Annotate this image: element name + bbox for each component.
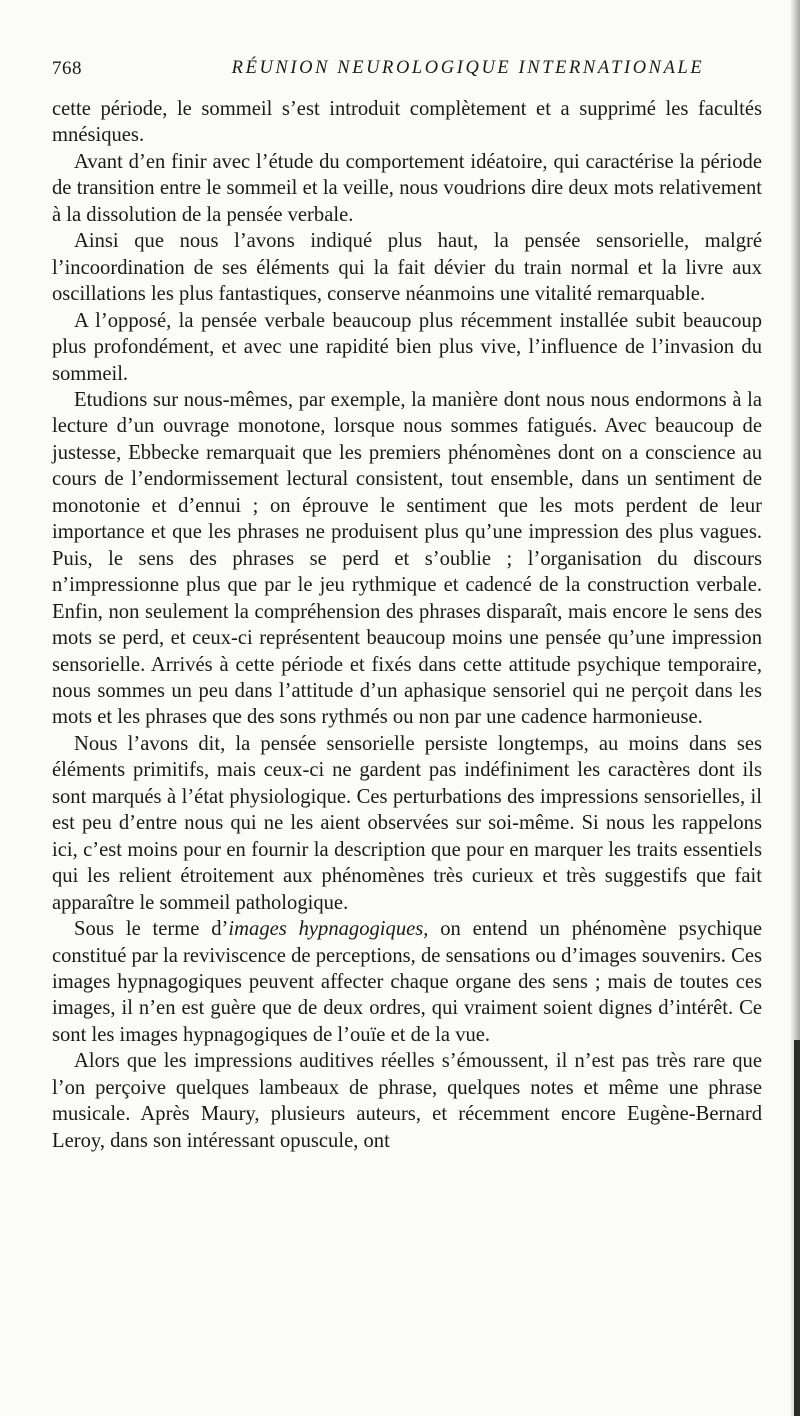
paragraph-4: A l’opposé, la pensée verbale beaucoup plus récemment installée subit beaucoup plus profondément, et avec une rapidité bien plus vive, l’influence de l’invasion du sommeil. — [52, 309, 762, 385]
paragraph-2: Avant d’en finir avec l’étude du comportement idéatoire, qui caractérise la période de transition entre le sommeil et la veille, nous voudrions dire deux mots relativement à la dissolution de la pensée verbale. — [52, 150, 762, 226]
paragraph-7-lead: Sous le terme d’ — [74, 918, 229, 941]
paragraph-3: Ainsi que nous l’avons indiqué plus haut, la pensée sensorielle, malgré l’incoordination de ses éléments qui la fait dévier du train normal et la livre aux oscillations les plus fantastiques, conserve néanmoins une vitalité remarquable. — [52, 230, 762, 306]
paragraph-1: cette période, le sommeil s’est introduit complètement et a supprimé les facultés mnésiques. — [52, 98, 762, 147]
body-text — [52, 96, 762, 1154]
running-head: RÉUNION NEUROLOGIQUE INTERNATIONALE — [231, 58, 705, 78]
paragraph-8: Alors que les impressions auditives réelles s’émoussent, il n’est pas très rare que l’on perçoive quelques lambeaux de phrase, quelques notes et même une phrase musicale. Après Maury, plusieurs auteurs, et récemment encore Eugène-Bernard Leroy, dans son intéressant opuscule, ont — [52, 1050, 762, 1152]
paragraph-7-rest: on entend un phénomène psychique constitué par la reviviscence de perceptions, de sensations ou d’images souvenirs. Ces images hypnagogiques peuvent affecter chaque organe des sens ; mais de toutes ces images, il n’en est guère que de deux ordres, qui vraiment soient dignes d’intérêt. Ce sont les images hypnagogiques de l’ouïe et de la vue. — [52, 918, 763, 1046]
paragraph-5: Etudions sur nous-mêmes, par exemple, la manière dont nous nous endormons à la lecture d’un ouvrage monotone, lorsque nous sommes fatigués. Avec beaucoup de justesse, Ebbecke remarquait que les premiers phénomènes dont on a conscience au cours de l’endormissement lectural consistent, tout ensemble, dans un sentiment de monotonie et d’ennui ; on éprouve le sentiment que les mots perdent de leur importance et que les phrases ne produisent plus qu’une impression des plus vagues. Puis, le sens des phrases se perd et s’oublie ; l’organisation du discours n’impressionne plus que par le jeu rythmique et cadencé de la construction verbale. Enfin, non seulement la compréhension des phrases disparaît, mais encore le sens des mots se perd, et ceux-ci représentent beaucoup moins une pensée qu’une impression sensorielle. Arrivés à cette période et fixés dans cette attitude psychique temporaire, nous sommes un peu dans l’attitude d’un aphasique sensoriel qui ne perçoit dans les mots et les phrases que des sons rythmés ou non par une cadence harmonieuse. — [52, 388, 762, 729]
paragraph-7 — [52, 916, 762, 1048]
page-edge-dark — [794, 1040, 800, 1416]
page-header — [52, 58, 762, 88]
paragraph-7-italic-term: images hypnagogiques, — [228, 918, 429, 941]
paragraph-6: Nous l’avons dit, la pensée sensorielle persiste longtemps, au moins dans ses éléments primitifs, mais ceux-ci ne gardent pas indéfiniment les caractères dont ils sont marqués à l’état physiologique. Ces perturbations des impressions sensorielles, il est peu d’entre nous qui ne les aient observées sur soi-même. Si nous les rappelons ici, c’est moins pour en fournir la description que pour en marquer les traits essentiels qui les relient étroitement aux phénomènes très curieux et très suggestifs que fait apparaître le sommeil pathologique. — [52, 732, 762, 914]
page-number: 768 — [52, 58, 82, 79]
